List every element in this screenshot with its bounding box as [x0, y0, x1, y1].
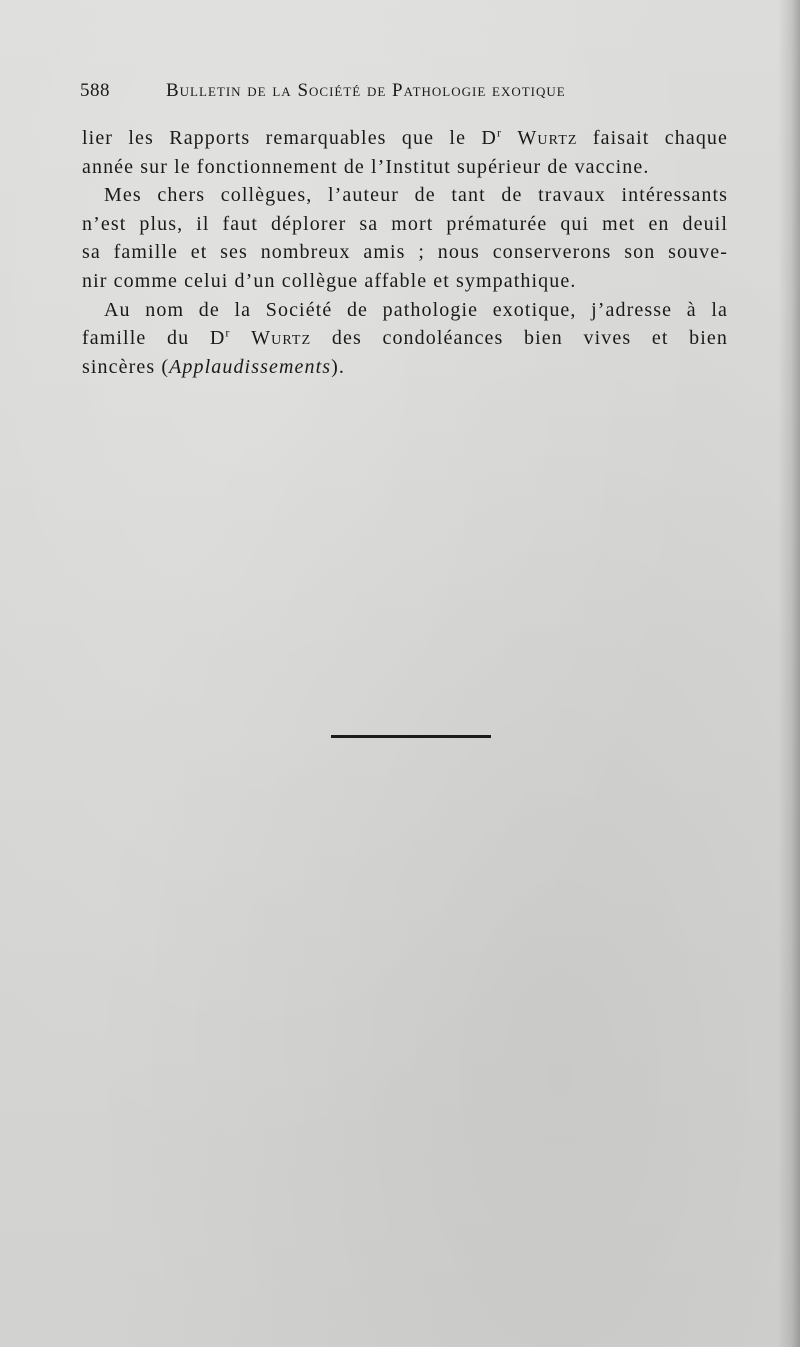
italic-text: Applaudissements — [169, 355, 332, 378]
text-run: année sur le fonctionnement de l’Institut supérieur de vaccine. — [82, 155, 650, 178]
text-line — [82, 296, 728, 325]
text-run: Au nom de la Société de pathologie exotique, j’adresse à la — [104, 298, 728, 321]
text-run: sincères ( — [82, 355, 170, 378]
person-name: Wurtz — [251, 327, 312, 350]
text-run — [230, 327, 251, 349]
text-run: Mes chers collègues, l’auteur de tant de travaux intéressants — [104, 184, 728, 207]
person-name: Wurtz — [517, 127, 578, 149]
text-line — [82, 267, 728, 296]
text-run: nir comme celui d’un collègue affable et sympathique. — [82, 269, 577, 292]
text-run: n’est plus, il faut déplorer sa mort prématurée qui met en deuil — [82, 212, 728, 235]
section-divider-rule — [331, 735, 491, 738]
text-line — [82, 124, 728, 153]
text-line — [82, 238, 728, 267]
page-number: 588 — [80, 80, 110, 101]
text-line — [82, 181, 728, 210]
text-run: lier les Rapports remarquables que le D — [82, 127, 497, 149]
text-run: faisait chaque — [577, 127, 729, 149]
page-edge-shadow — [778, 0, 800, 1347]
text-line — [82, 153, 728, 182]
body-text — [82, 124, 728, 381]
text-run: famille du D — [82, 327, 226, 350]
text-line — [82, 210, 728, 239]
superscript: r — [496, 125, 503, 140]
text-line — [82, 353, 728, 382]
text-run: des condoléances bien vives et bien — [311, 327, 728, 350]
text-run: ). — [331, 355, 345, 378]
text-run: sa famille et ses nombreux amis ; nous conserverons son souve- — [82, 241, 728, 264]
paragraph-3 — [82, 296, 728, 382]
superscript: r — [225, 325, 231, 340]
paragraph-2 — [82, 181, 728, 295]
text-line — [82, 324, 728, 353]
running-header — [80, 80, 740, 110]
running-title: Bulletin de la Société de Pathologie exotique — [166, 80, 566, 101]
paragraph-1 — [82, 124, 728, 181]
text-run — [502, 127, 517, 149]
